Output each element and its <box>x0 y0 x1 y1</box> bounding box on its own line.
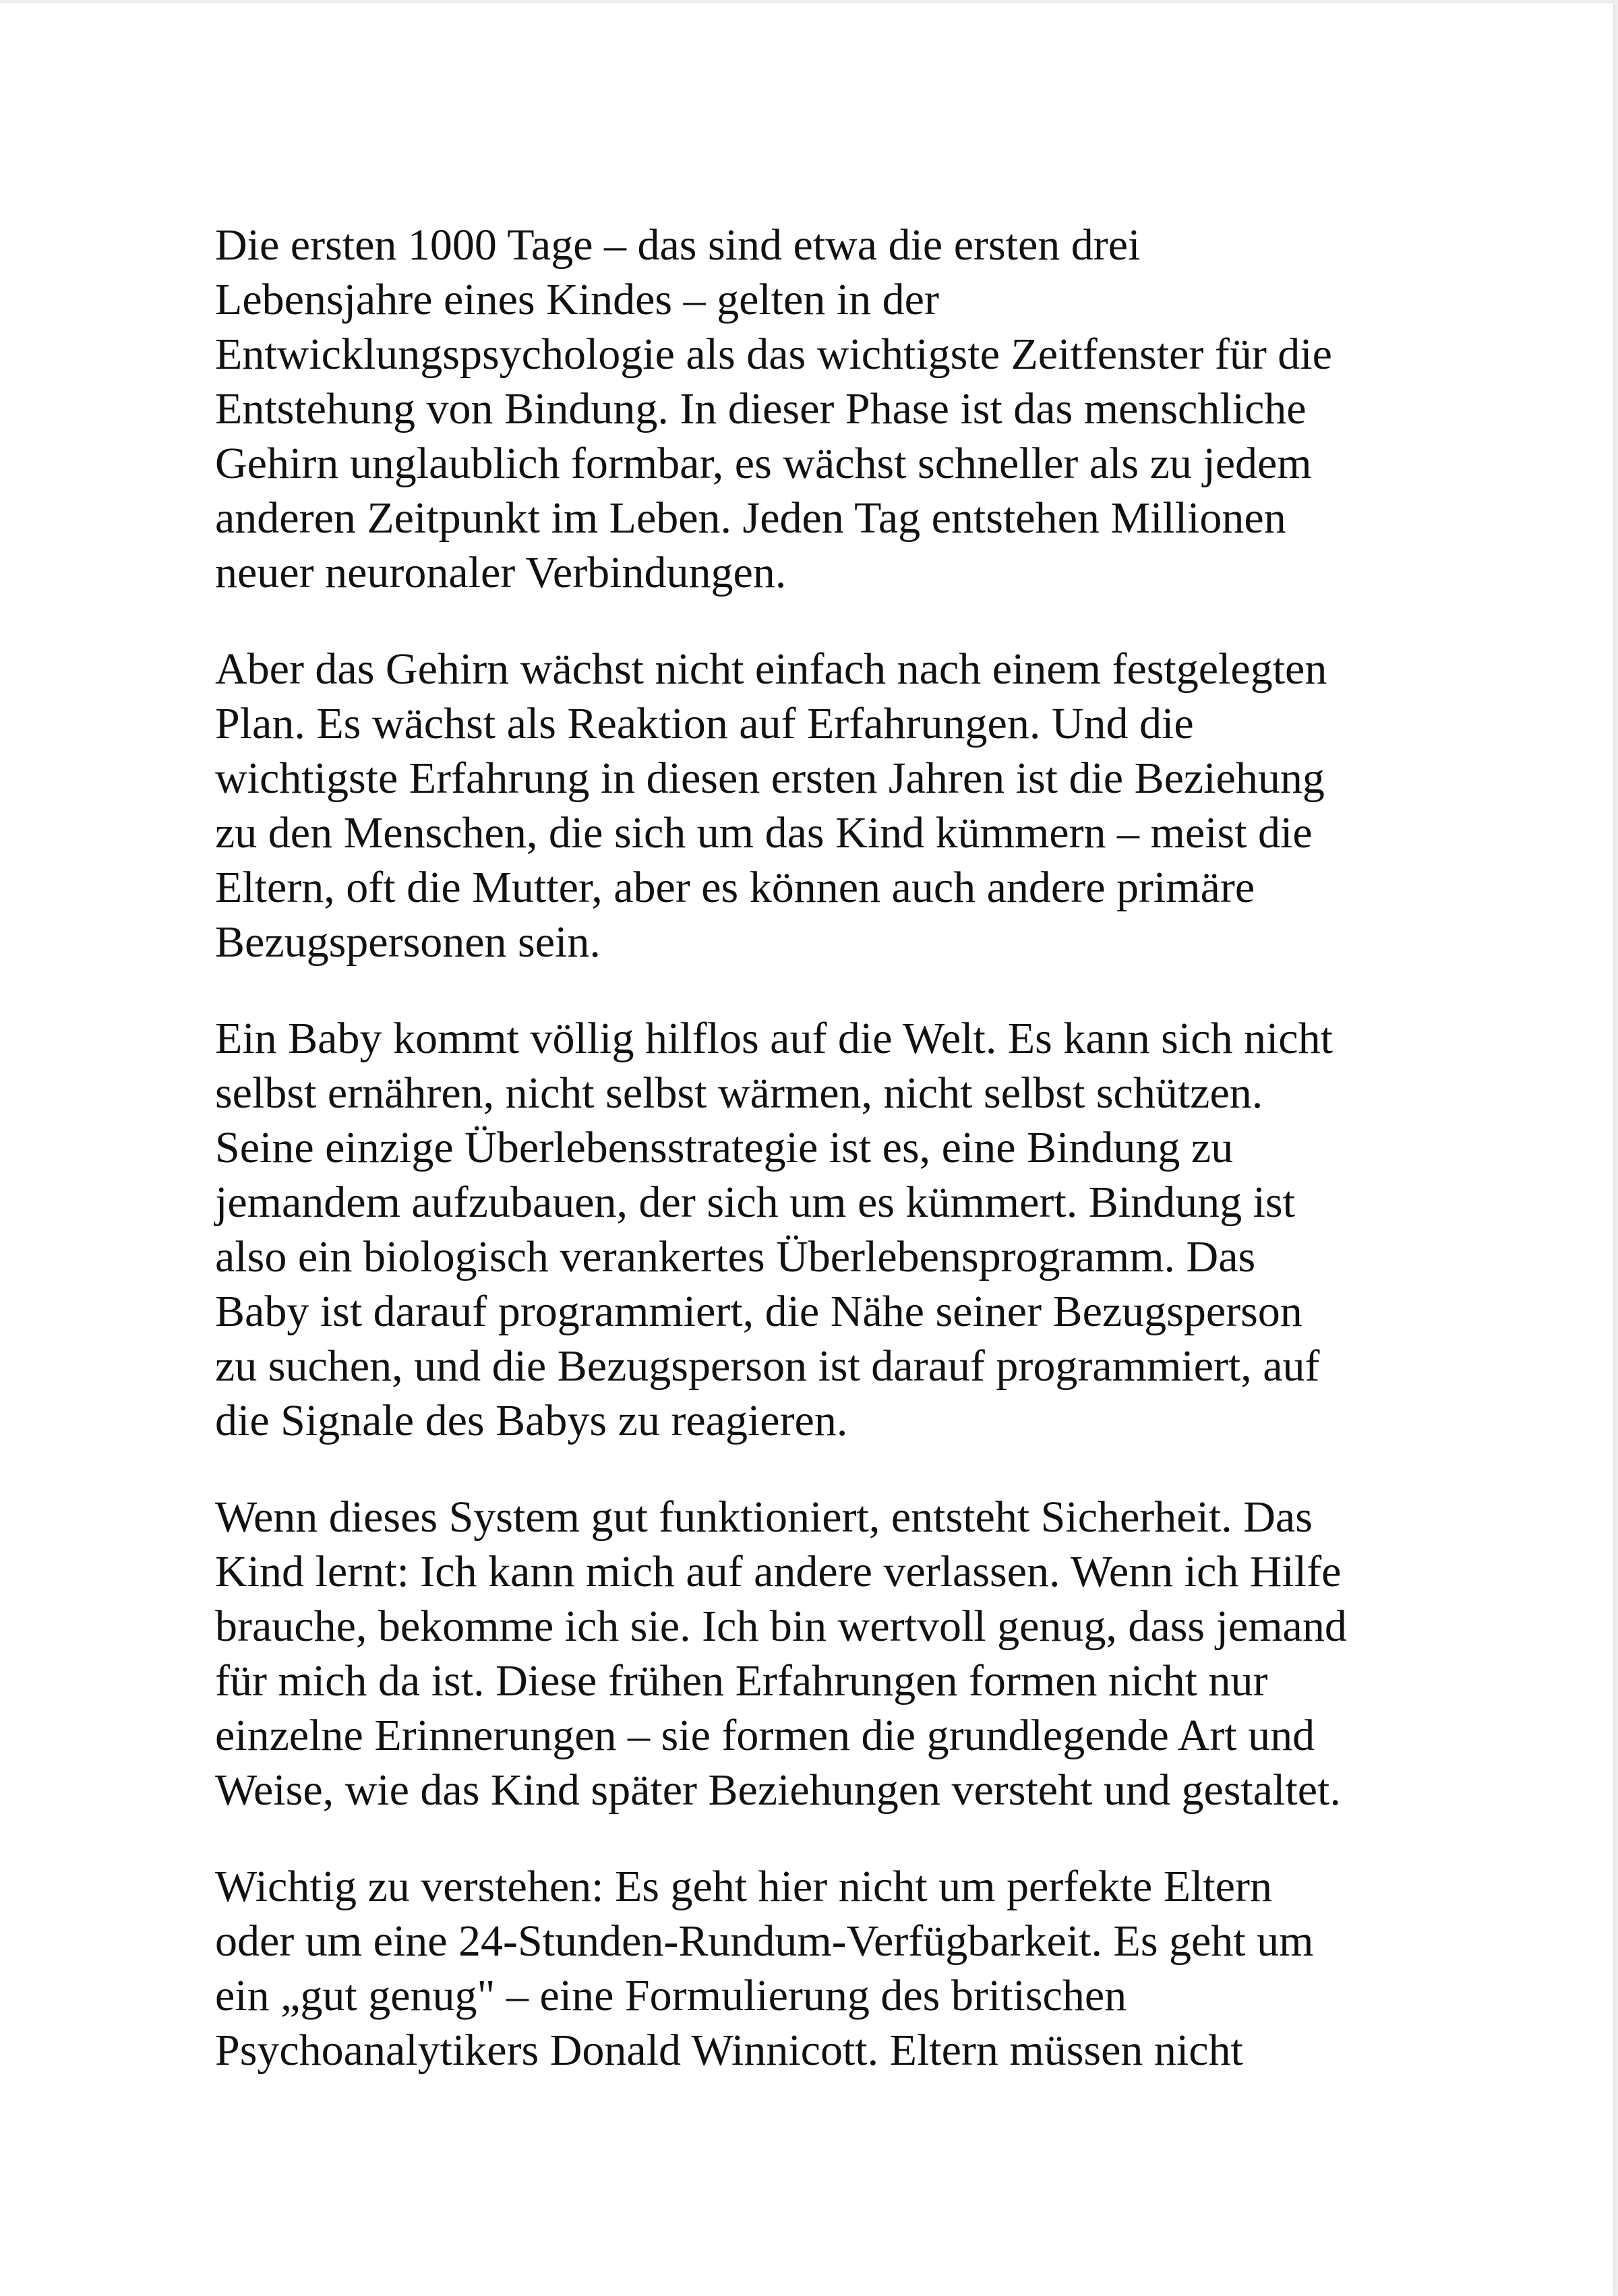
document-body <box>215 218 1429 2119</box>
text-line: Weise, wie das Kind später Beziehungen versteht und gestaltet. <box>215 1765 1341 1815</box>
text-line: Seine einzige Überlebensstrategie ist es, eine Bindung zu <box>215 1123 1234 1172</box>
text-line: Psychoanalytikers Donald Winnicott. Eltern müssen nicht <box>215 2026 1243 2075</box>
text-line: zu suchen, und die Bezugsperson ist darauf programmiert, auf <box>215 1341 1320 1391</box>
document-page <box>0 3 1613 2296</box>
text-line: brauche, bekomme ich sie. Ich bin wertvoll genug, dass jemand <box>215 1602 1347 1651</box>
paragraph <box>215 1859 1429 2078</box>
text-line: Plan. Es wächst als Reaktion auf Erfahrungen. Und die <box>215 699 1194 748</box>
text-line: die Signale des Babys zu reagieren. <box>215 1396 848 1445</box>
text-line: Gehirn unglaublich formbar, es wächst schneller als zu jedem <box>215 439 1312 488</box>
text-line: jemandem aufzubauen, der sich um es kümmert. Bindung ist <box>215 1178 1295 1227</box>
text-line: Wichtig zu verstehen: Es geht hier nicht um perfekte Eltern <box>215 1862 1272 1911</box>
text-line: oder um eine 24-Stunden-Rundum-Verfügbarkeit. Es geht um <box>215 1916 1314 1966</box>
text-line: selbst ernähren, nicht selbst wärmen, nicht selbst schützen. <box>215 1068 1263 1118</box>
text-line: Eltern, oft die Mutter, aber es können auch andere primäre <box>215 863 1255 912</box>
text-line: Bezugspersonen sein. <box>215 917 601 967</box>
text-line: Aber das Gehirn wächst nicht einfach nach einem festgelegten <box>215 644 1327 694</box>
text-line: für mich da ist. Diese frühen Erfahrungen formen nicht nur <box>215 1656 1268 1705</box>
text-line: Wenn dieses System gut funktioniert, entsteht Sicherheit. Das <box>215 1492 1313 1542</box>
paragraph <box>215 218 1429 600</box>
text-line: ein „gut genug" – eine Formulierung des britischen <box>215 1971 1127 2020</box>
text-line: Die ersten 1000 Tage – das sind etwa die ersten drei <box>215 220 1141 270</box>
text-line: Entstehung von Bindung. In dieser Phase ist das menschliche <box>215 384 1307 433</box>
text-line: Baby ist darauf programmiert, die Nähe seiner Bezugsperson <box>215 1287 1302 1336</box>
text-line: also ein biologisch verankertes Überlebensprogramm. Das <box>215 1232 1256 1281</box>
text-line: wichtigste Erfahrung in diesen ersten Jahren ist die Beziehung <box>215 754 1325 803</box>
text-line: einzelne Erinnerungen – sie formen die grundlegende Art und <box>215 1711 1315 1760</box>
text-line: zu den Menschen, die sich um das Kind kümmern – meist die <box>215 808 1313 857</box>
text-line: Lebensjahre eines Kindes – gelten in der <box>215 275 939 324</box>
paragraph <box>215 642 1429 969</box>
text-line: neuer neuronaler Verbindungen. <box>215 548 787 597</box>
text-line: Entwicklungspsychologie als das wichtigste Zeitfenster für die <box>215 330 1332 379</box>
paragraph <box>215 1490 1429 1817</box>
text-line: Kind lernt: Ich kann mich auf andere verlassen. Wenn ich Hilfe <box>215 1547 1342 1596</box>
text-line: anderen Zeitpunkt im Leben. Jeden Tag entstehen Millionen <box>215 493 1286 543</box>
paragraph <box>215 1011 1429 1448</box>
text-line: Ein Baby kommt völlig hilflos auf die Welt. Es kann sich nicht <box>215 1014 1333 1063</box>
